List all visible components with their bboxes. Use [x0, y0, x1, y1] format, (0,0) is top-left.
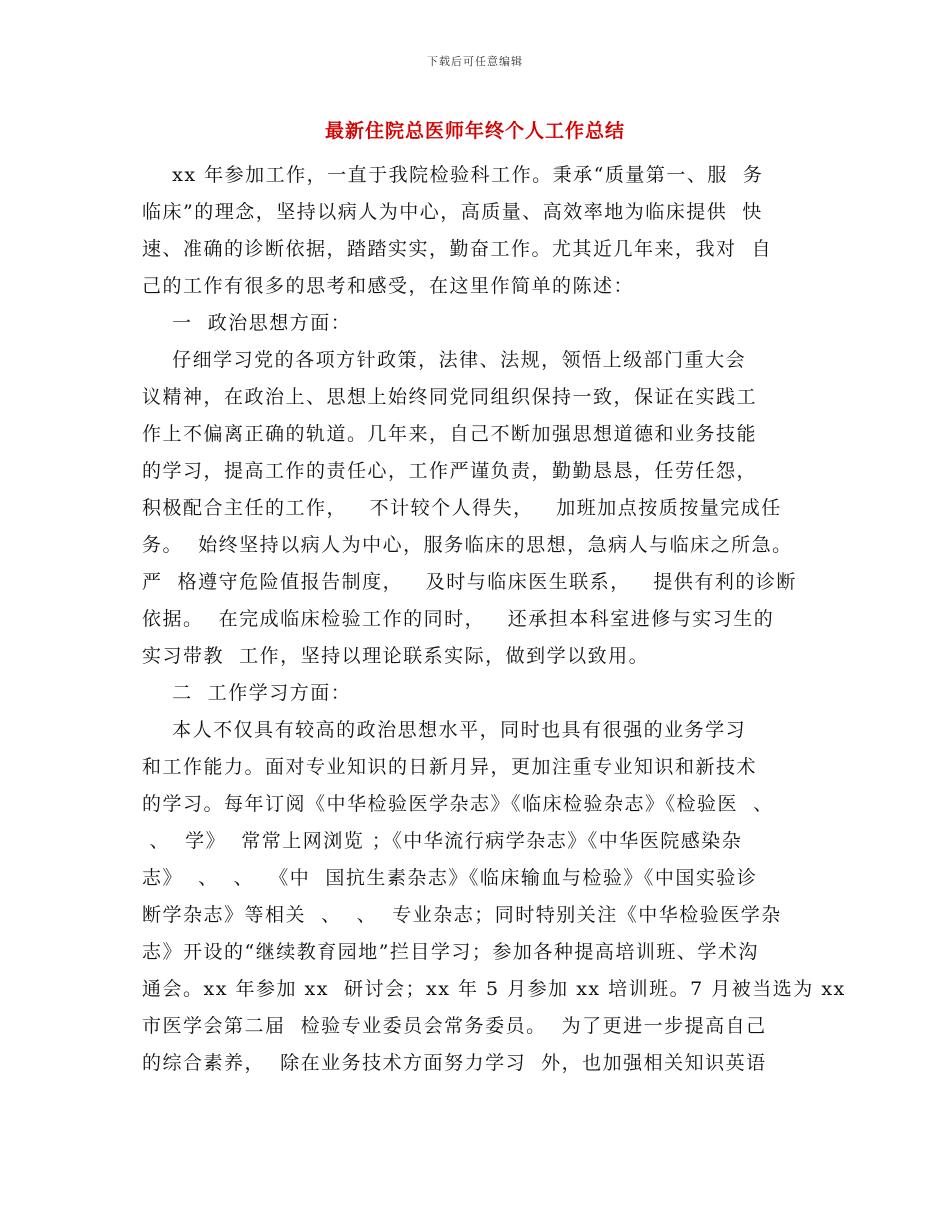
body-line: 本人不仅具有较高的政治思想水平，同时也具有很强的业务学习 [142, 719, 747, 741]
body-line: 通会。xx 年参加 xx 研讨会；xx 年 5 月参加 xx 培训班。7 月被当选为 xx [142, 978, 846, 1000]
page-header: 下载后可任意编辑 [427, 55, 523, 68]
body-line: 己的工作有很多的思考和感受，在这里作简单的陈述： [142, 275, 635, 297]
body-line: 严 格遵守危险值报告制度， 及时与临床医生联系， 提供有利的诊断 [142, 571, 797, 593]
body-line: 的学习，提高工作的责任心，工作严谨负责，勤勤恳恳，任劳任怨， [142, 460, 758, 482]
body-line: 断学杂志》等相关 、 、 专业杂志；同时特别关注《中华检验医学杂 [142, 904, 782, 926]
body-line: 的综合素养， 除在业务技术方面努力学习 外，也加强相关知识英语 [142, 1052, 767, 1074]
body-line: 依据。 在完成临床检验工作的同时， 还承担本科室进修与实习生的 [142, 608, 775, 630]
body-line: 志》 、 、 《中 国抗生素杂志》《临床输血与检验》《中国实验诊 [142, 867, 758, 889]
body-line: 的学习。每年订阅《中华检验医学杂志》《临床检验杂志》《检验医 、 [142, 793, 774, 815]
body-line: 临床”的理念，坚持以病人为中心，高质量、高效率地为临床提供 快 [142, 201, 763, 223]
body-line: 市医学会第二届 检验专业委员会常务委员。 为了更进一步提高自己 [142, 1015, 767, 1037]
section-heading: 二 工作学习方面： [142, 682, 352, 704]
body-line: xx 年参加工作，一直于我院检验科工作。秉承“质量第一、服 务 [142, 164, 764, 186]
section-heading: 一 政治思想方面： [142, 312, 352, 334]
body-line: 务。 始终坚持以病人为中心，服务临床的思想，急病人与临床之所急。 [142, 534, 793, 556]
body-line: 志》开设的“继续教育园地”拦目学习；参加各种提高培训班、学术沟 [142, 941, 759, 963]
body-line: 速、准确的诊断依据，踏踏实实，勤奋工作。尤其近几年来，我对 自 [142, 238, 773, 260]
body-line: 实习带教 工作，坚持以理论联系实际，做到学以致用。 [142, 645, 650, 667]
document-title: 最新住院总医师年终个人工作总结 [324, 120, 625, 142]
body-line: 议精神，在政治上、思想上始终同党同组织保持一致，保证在实践工 [142, 386, 758, 408]
body-line: 和工作能力。面对专业知识的日新月异，更加注重专业知识和新技术 [142, 756, 758, 778]
body-line: 、 学》 常常上网浏览 ；《中华流行病学杂志》《中华医院感染杂 [142, 830, 743, 852]
body-line: 作上不偏离正确的轨道。几年来，自己不断加强思想道德和业务技能 [142, 423, 758, 445]
body-line: 仔细学习党的各项方针政策，法律、法规，领悟上级部门重大会 [142, 349, 747, 371]
body-line: 积极配合主任的工作， 不计较个人得失， 加班加点按质按量完成任 [142, 497, 782, 519]
